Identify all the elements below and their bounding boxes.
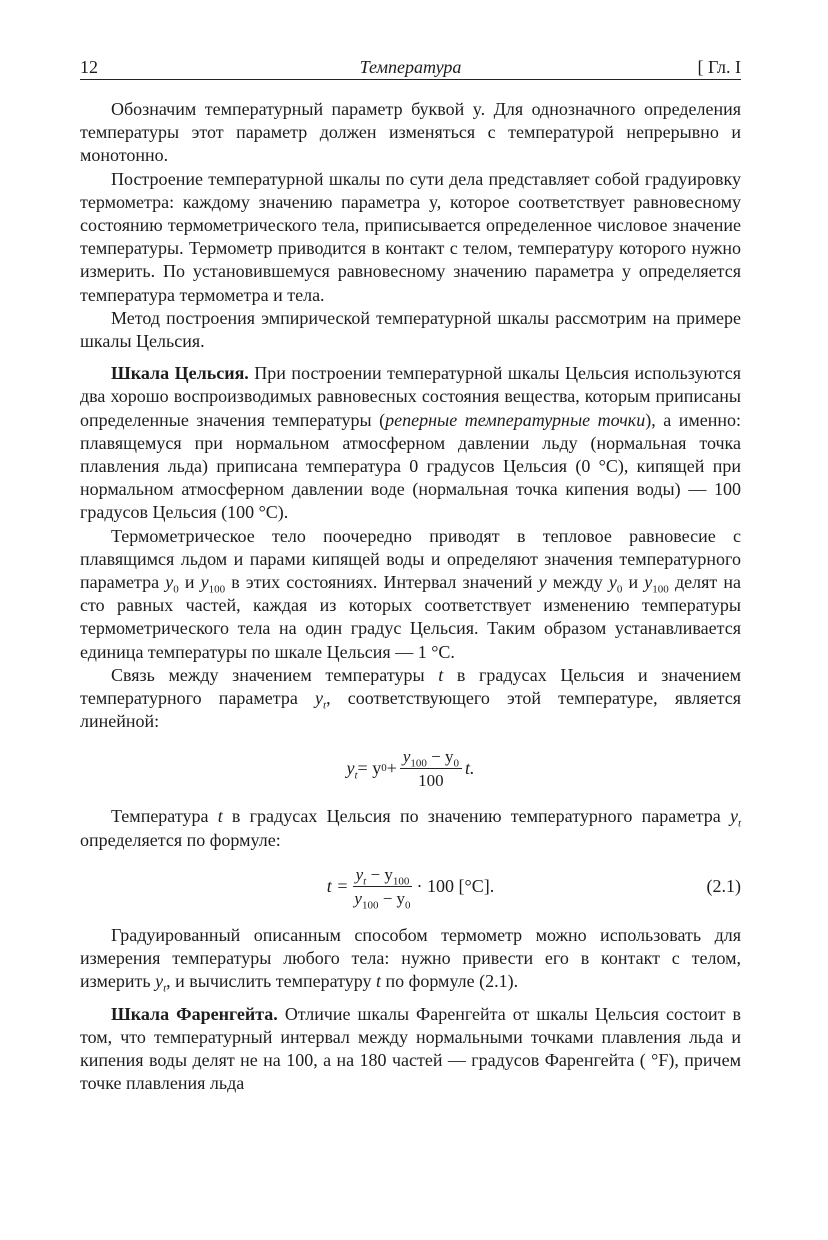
paragraph-5: Термометрическое тело поочередно приводят в тепловое равновесие с плавящимся льдом и парами кипящей воды и определяют значения температурного параметра $y_0$ и $y_{100}$ в этих состояниях. Интервал значений y между $y_0$ и $y_{100}$ делят на сто равных частей, каждая из которых соответствует изменению температуры термометрического тела на один градус Цельсия. Таким образом устанавливается единица температуры по шкале Цельсия — 1 °С.: [80, 525, 741, 662]
paragraph-fahrenheit: Шкала Фаренгейта. Отличие шкалы Фаренгейта от шкалы Цельсия состоит в том, что температурный интервал между нормальными точками плавления льда и кипения воды делят не на 100, а на 180 частей — градусов Фаренгейта ( °F), причем точке плавления льда: [80, 1003, 742, 1094]
paragraph-6: Связь между значением температуры t в градусах Цельсия и значением температурного параметра $y_t$, соответствующего этой температуре, является линейной:: [80, 664, 742, 732]
linear-formula: $y_t$ = y 0 + $\frac{y_{100} - y_0}{100}$ t.: [346, 746, 475, 790]
paragraph-8: Градуированный описанным способом термометр можно использовать для измерения температуры любого тела: нужно привести его в контакт с телом, измерить $y_t$, и вычислить температуру t по формуле (2.1).: [80, 924, 741, 995]
celsius-formula-fraction: $\frac{y_t - y_{100}}{y_{100} - y_0}$: [354, 865, 411, 912]
running-header: [80, 57, 741, 80]
paragraph-7: Температура t в градусах Цельсия по значению температурного параметра $y_t$ определяется по формуле:: [80, 806, 741, 850]
linear-formula-fraction: $\frac{y_{100} - y_0}{100}$: [400, 746, 462, 791]
paragraph-2: Построение температурной шкалы по сути дела представляет собой градуировку термометра: каждому значению параметра y, которое соответствует равновесному состоянию термометрического тела, приписывается определенное числовое значение температуры. Термометр приводится в контакт с телом, температуру которого нужно измерить. По установившемуся равновесному значению параметра y определяется температура термометра и тела.: [80, 168, 741, 305]
page-body: [80, 98, 741, 1095]
paragraph-1: Обозначим температурный параметр буквой y. Для однозначного определения температуры этот параметр должен изменяться с температурой непрерывно и монотонно.: [80, 99, 741, 166]
equation-number: (2.1): [706, 876, 741, 897]
reference-points-term: реперные температурные точки: [385, 409, 646, 430]
running-title: Температура: [359, 57, 462, 77]
celsius-formula-2-1: t = $\frac{y_t - y_{100}}{y_{100} - y_0}$ · 100 [°C]. (2.1): [80, 856, 741, 918]
paragraph-celsius: Шкала Цельсия. При построении температурной шкалы Цельсия используются два хорошо воспроизводимых равновесных состояния вещества, которым приписаны определенные значения температуры (реперные температурные точки), а именно: плавящемуся при нормальном атмосферном давлении льду (нормальная точка плавления льда) приписана температура 0 градусов Цельсия (0 °С), кипящей при нормальном атмосферном давлении воде (нормальная точка кипения воды) — 100 градусов Цельсия (100 °С).: [80, 363, 742, 523]
celsius-heading: Шкала Цельсия.: [111, 363, 249, 384]
page-number: 12: [80, 57, 98, 77]
paragraph-3: Метод построения эмпирической температурной шкалы рассмотрим на примере шкалы Цельсия.: [80, 307, 741, 352]
chapter-label: [ Гл. I: [697, 57, 741, 77]
fahrenheit-heading: Шкала Фаренгейта.: [111, 1003, 278, 1024]
